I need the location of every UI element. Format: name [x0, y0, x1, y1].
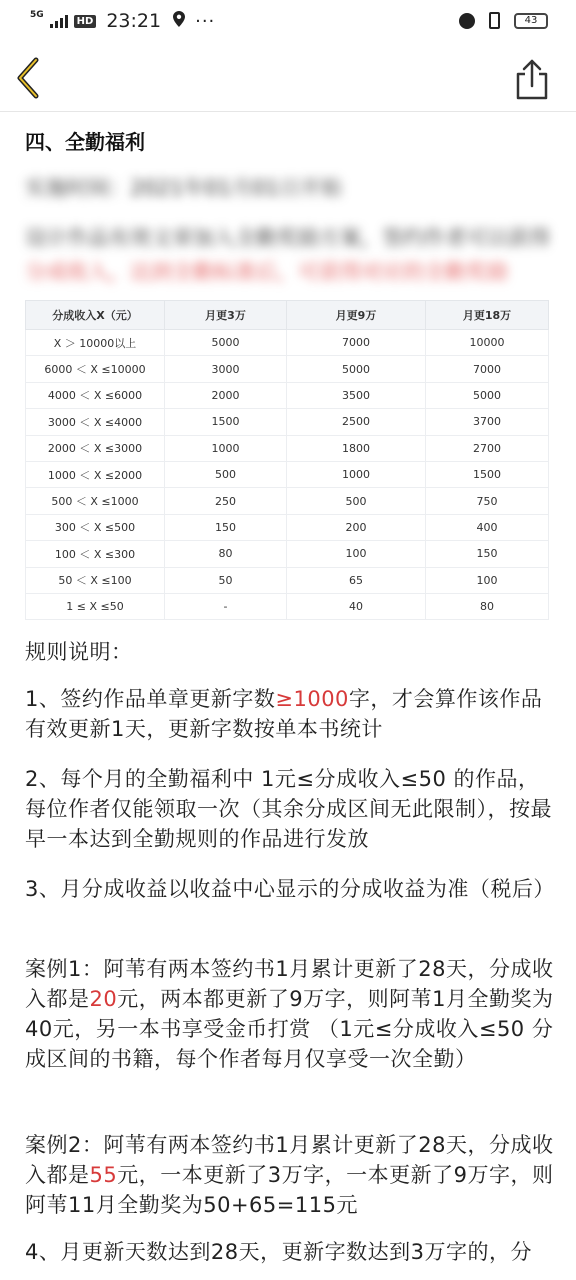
table-header: 分成收入X（元） — [26, 301, 165, 330]
table-cell: 1000 ＜ X ≤2000 — [26, 461, 165, 487]
table-cell: 2000 ＜ X ≤3000 — [26, 435, 165, 461]
table-cell: 100 — [426, 567, 549, 593]
rule-2: 2、每个月的全勤福利中 1元≤分成收入≤50 的作品，每位作者仅能领取一次（其余分成区间无此限制），按最早一本达到全勤规则的作品进行发放 — [25, 767, 552, 851]
table-cell: 400 — [426, 514, 549, 540]
table-cell: 150 — [426, 541, 549, 567]
table-cell: 80 — [426, 593, 549, 619]
table-cell: 50 ＜ X ≤100 — [26, 567, 165, 593]
case-1-text: 案例1：阿苇有两本签约书1月累计更新了28天，分成收入都是 — [25, 957, 554, 1011]
signal-icon — [50, 14, 68, 28]
table-cell: 2000 — [165, 382, 287, 408]
table-cell: 100 ＜ X ≤300 — [26, 541, 165, 567]
table-cell: - — [165, 593, 287, 619]
table-cell: 300 ＜ X ≤500 — [26, 514, 165, 540]
table-row — [26, 461, 549, 487]
table-cell: 3000 — [165, 356, 287, 382]
hd-icon: HD — [74, 15, 97, 28]
chevron-left-icon — [12, 56, 48, 100]
share-button[interactable] — [512, 58, 552, 100]
table-cell: 2500 — [287, 409, 426, 435]
table-cell: 50 — [165, 567, 287, 593]
table-cell: 5000 — [287, 356, 426, 382]
nav-divider — [0, 111, 576, 112]
table-row — [26, 541, 549, 567]
blurred-date-line: 实施时间：2021年01月01日开始 — [25, 176, 342, 200]
table-row — [26, 488, 549, 514]
table-row — [26, 514, 549, 540]
table-row — [26, 382, 549, 408]
status-bar — [0, 0, 576, 46]
rule-1-text: 1、签约作品单章更新字数 — [25, 687, 276, 711]
case-1-text-end: 元，两本都更新了9万字，则阿苇1月全勤奖为40元，另一本书享受金币打赏 （1元≤分成收入≤50 分成区间的书籍，每个作者每月仅享受一次全勤） — [25, 987, 554, 1071]
vibrate-icon — [489, 12, 500, 29]
blurred-paragraph-line-2 — [25, 256, 508, 286]
table-cell: 150 — [165, 514, 287, 540]
table-cell: 3500 — [287, 382, 426, 408]
status-right — [459, 12, 548, 29]
table-cell: 3700 — [426, 409, 549, 435]
rule-1-highlight: ≥1000 — [275, 687, 349, 711]
table-cell: 1500 — [426, 461, 549, 487]
case-2-highlight: 55 — [89, 1163, 118, 1187]
case-2 — [25, 1130, 555, 1220]
table-cell: 40 — [287, 593, 426, 619]
table-cell: 1000 — [287, 461, 426, 487]
table-cell: 500 — [287, 488, 426, 514]
table-cell: 10000 — [426, 330, 549, 356]
status-time: 23:21 — [106, 10, 162, 32]
case-1-highlight: 20 — [89, 987, 118, 1011]
table-row — [26, 435, 549, 461]
more-notifications-icon: ··· — [195, 10, 216, 32]
status-left — [30, 10, 215, 32]
table-cell: 2700 — [426, 435, 549, 461]
table-row — [26, 567, 549, 593]
table-cell: 4000 ＜ X ≤6000 — [26, 382, 165, 408]
rules-heading: 规则说明： — [25, 640, 133, 664]
table-row — [26, 356, 549, 382]
table-cell: 5000 — [165, 330, 287, 356]
table-cell: 6000 ＜ X ≤10000 — [26, 356, 165, 382]
table-body — [26, 330, 549, 620]
rule-3: 3、月分成收益以收益中心显示的分成收益为准（税后） — [25, 877, 555, 901]
rule-4: 4、月更新天数达到28天，更新字数达到3万字的，分 — [25, 1240, 532, 1264]
battery-icon — [514, 13, 548, 29]
bonus-table — [25, 300, 549, 620]
table-header: 月更9万 — [287, 301, 426, 330]
table-cell: 3000 ＜ X ≤4000 — [26, 409, 165, 435]
rule-1 — [25, 684, 555, 744]
nav-bar — [0, 46, 576, 112]
table-header: 月更3万 — [165, 301, 287, 330]
case-2-text-end: 元，一本更新了3万字，一本更新了9万字，则阿苇11月全勤奖为50+65=115元 — [25, 1163, 554, 1217]
back-button[interactable] — [12, 56, 48, 100]
table-cell: 1 ≤ X ≤50 — [26, 593, 165, 619]
location-icon — [173, 11, 185, 31]
table-cell: 65 — [287, 567, 426, 593]
network-type: 5G — [30, 9, 44, 20]
blurred-paragraph-line-1 — [25, 222, 550, 252]
table-cell: 1000 — [165, 435, 287, 461]
share-icon — [512, 58, 552, 100]
case-2-text: 案例2：阿苇有两本签约书1月累计更新了28天，分成收入都是 — [25, 1133, 554, 1187]
table-header: 月更18万 — [426, 301, 549, 330]
table-cell: 500 — [165, 461, 287, 487]
blurred-text: 设计作品有效文章加入全勤奖励方案，签约作者可以获得 — [25, 226, 550, 250]
table-cell: 80 — [165, 541, 287, 567]
blurred-text-red: 分成收入，达到全勤标准后，可获得对应的全勤奖励 — [25, 260, 508, 284]
table-cell: 500 ＜ X ≤1000 — [26, 488, 165, 514]
table-cell: 7000 — [287, 330, 426, 356]
table-cell: 1800 — [287, 435, 426, 461]
rule-1-text-end: 字，才会算作该作品有效更新1天，更新字数按单本书统计 — [25, 687, 543, 741]
section-title: 四、全勤福利 — [25, 130, 145, 154]
battery-level: 43 — [524, 15, 538, 26]
table-cell: 200 — [287, 514, 426, 540]
table-cell: 750 — [426, 488, 549, 514]
table-row — [26, 409, 549, 435]
table-cell: 250 — [165, 488, 287, 514]
table-cell: X ＞ 10000以上 — [26, 330, 165, 356]
table-cell: 1500 — [165, 409, 287, 435]
table-cell: 5000 — [426, 382, 549, 408]
alarm-icon — [459, 13, 475, 29]
case-1 — [25, 954, 555, 1074]
table-cell: 100 — [287, 541, 426, 567]
table-cell: 7000 — [426, 356, 549, 382]
table-header-row — [26, 301, 549, 330]
table-row — [26, 593, 549, 619]
table-row — [26, 330, 549, 356]
